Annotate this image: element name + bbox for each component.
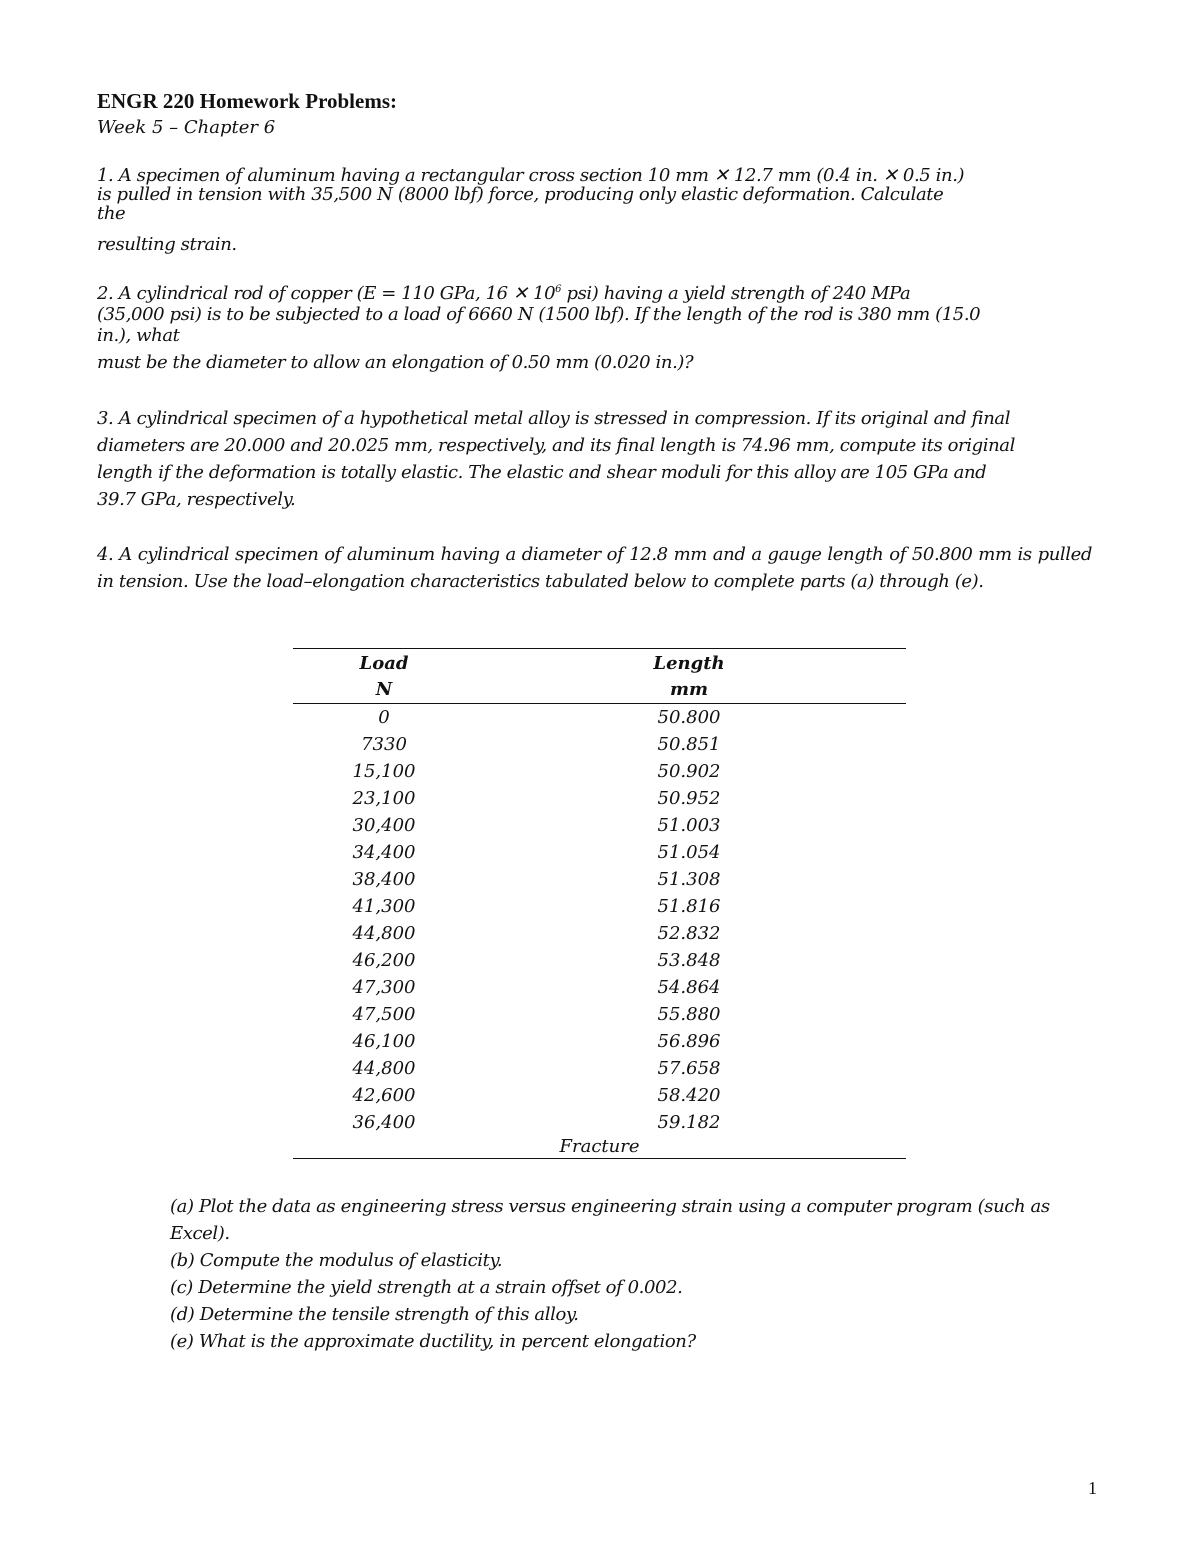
cell-load: 47,300 [352,977,416,998]
cell-length: 59.182 [657,1112,721,1133]
problem-4-text: 4. A cylindrical specimen of aluminum having a diameter of 12.8 mm and a gauge length of 50.800 mm is pulled in tension. Use the load–elongation characteristics tabulated below to complete parts (a) through (e). [97,544,1092,592]
cell-length: 50.800 [657,707,721,728]
table-row [293,1001,906,1028]
cell-length: 51.003 [657,815,721,836]
problem-2-line-1a: 2. A cylindrical rod of copper (E = 110 GPa, 16 ✕ 10 [97,283,556,304]
cell-load: 44,800 [352,923,416,944]
cell-length: 55.880 [657,1004,721,1025]
problem-2-line-3: in.), what [97,325,180,346]
table-bottom-rule [293,1158,906,1159]
problem-1-line-2: is pulled in tension with 35,500 N (8000 lbf) force, producing only elastic deformation. Calculate [97,184,944,205]
cell-load: 30,400 [352,815,416,836]
header-length [589,651,789,703]
cell-length: 51.308 [657,869,721,890]
table-row [293,1055,906,1082]
cell-length: 50.952 [657,788,721,809]
cell-length: 54.864 [657,977,721,998]
table-row [293,758,906,785]
table-row [293,704,906,731]
cell-load: 0 [378,707,390,728]
cell-load: 46,200 [352,950,416,971]
cell-load: 47,500 [352,1004,416,1025]
table-row [293,1109,906,1136]
table-row [293,785,906,812]
cell-length: 50.902 [657,761,721,782]
cell-load: 23,100 [352,788,416,809]
problem-1-line-1: 1. A specimen of aluminum having a rectangular cross section 10 mm ✕ 12.7 mm (0.4 in. ✕ 0.5 in.) [97,165,965,186]
problem-2-line-2: (35,000 psi) is to be subjected to a load of 6660 N (1500 lbf). If the length of the rod is 380 mm (15.0 [97,304,981,325]
cell-load: 38,400 [352,869,416,890]
cell-load: 46,100 [352,1031,416,1052]
cell-load: 34,400 [352,842,416,863]
table-row [293,893,906,920]
cell-length: 58.420 [657,1085,721,1106]
problem-2-line-1b: psi) having a yield strength of 240 MPa [561,283,911,304]
load-length-table [293,648,906,1159]
problem-1-line-3: the [97,203,126,224]
header-load-unit: N [375,679,393,700]
exponent-superscript: 6 [555,284,562,295]
table-header [293,649,906,703]
cell-length: 53.848 [657,950,721,971]
page-subtitle: Week 5 – Chapter 6 [97,117,276,138]
problem-3-line-2: diameters are 20.000 and 20.025 mm, respectively, and its final length is 74.96 mm, compute its original [97,435,1015,456]
cell-load: 36,400 [352,1112,416,1133]
table-row [293,839,906,866]
page-title: ENGR 220 Homework Problems: [97,89,397,113]
cell-length: 56.896 [657,1031,721,1052]
problem-3-line-3: length if the deformation is totally elastic. The elastic and shear moduli for this alloy are 105 GPa and [97,462,987,483]
cell-length: 52.832 [657,923,721,944]
table-row [293,920,906,947]
table-footer-fracture: Fracture [559,1136,640,1157]
part-a: (a) Plot the data as engineering stress versus engineering strain using a computer program (such as Excel). [170,1196,1050,1244]
cell-load: 42,600 [352,1085,416,1106]
table-row [293,812,906,839]
problem-3-line-4: 39.7 GPa, respectively. [97,489,296,510]
header-load-label: Load [359,653,409,674]
part-b: (b) Compute the modulus of elasticity. [170,1250,503,1271]
cell-load: 44,800 [352,1058,416,1079]
table-row [293,866,906,893]
cell-length: 51.816 [657,896,721,917]
part-e: (e) What is the approximate ductility, in percent elongation? [170,1331,696,1352]
table-row [293,974,906,1001]
part-d: (d) Determine the tensile strength of this alloy. [170,1304,579,1325]
table-row [293,1028,906,1055]
cell-load: 15,100 [352,761,416,782]
cell-length: 51.054 [657,842,721,863]
problem-3-line-1: 3. A cylindrical specimen of a hypothetical metal alloy is stressed in compression. If its original and final [97,408,1011,429]
problem-1-line-4: resulting strain. [97,234,237,255]
cell-length: 50.851 [657,734,721,755]
header-length-label: Length [653,653,725,674]
table-row [293,731,906,758]
header-load [284,651,484,703]
table-body [293,704,906,1136]
header-length-unit: mm [669,679,709,700]
page-number: 1 [1088,1478,1097,1498]
cell-length: 57.658 [657,1058,721,1079]
table-row [293,1082,906,1109]
part-c: (c) Determine the yield strength at a strain offset of 0.002. [170,1277,683,1298]
table-row [293,947,906,974]
cell-load: 41,300 [352,896,416,917]
cell-load: 7330 [361,734,407,755]
problem-2-line-4: must be the diameter to allow an elongation of 0.50 mm (0.020 in.)? [97,352,694,373]
problem-2-line-1 [97,284,910,303]
